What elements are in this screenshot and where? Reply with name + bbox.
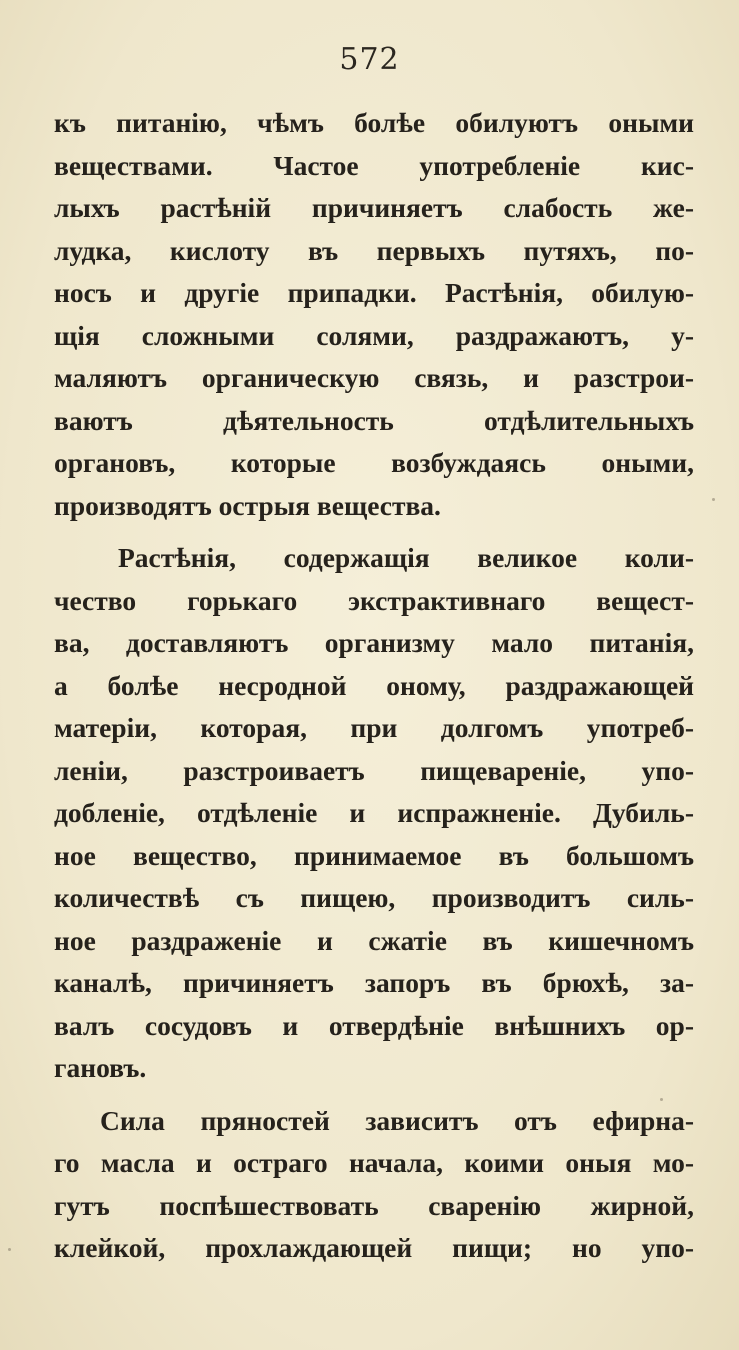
text-line: лудка, кислоту въ первыхъ путяхъ, по-: [54, 234, 694, 266]
text-line: щія сложными солями, раздражаютъ, у-: [54, 319, 694, 351]
text-line: клейкой, прохлаждающей пищи; но упо-: [54, 1232, 694, 1263]
text-line: ное вещество, принимаемое въ большомъ: [54, 839, 694, 871]
text-line: ваютъ дѣятельность отдѣлительныхъ: [54, 404, 694, 436]
text-line: къ питанію, чѣмъ болѣе обилуютъ оными: [54, 107, 694, 138]
text-line: носъ и другіе припадки. Растѣнія, обилую-: [54, 277, 694, 308]
text-line: гановъ.: [54, 1052, 147, 1083]
text-line: леніи, разстроиваетъ пищевареніе, упо-: [54, 754, 694, 786]
paragraph-3: [54, 1100, 694, 1270]
text-line: чество горькаго экстрактивнаго вещест-: [54, 584, 694, 616]
text-line: валъ сосудовъ и отвердѣніе внѣшнихъ ор-: [54, 1009, 694, 1041]
paper-speck: [8, 1248, 11, 1251]
text-line: добленіе, отдѣленіе и испражненіе. Дубиль-: [54, 797, 694, 828]
text-line: го масла и остраго начала, коими оныя мо-: [54, 1147, 694, 1178]
page-body: [54, 102, 694, 1270]
text-line: а болѣе несродной оному, раздражающей: [54, 669, 694, 701]
text-line: производятъ острыя вещества.: [54, 489, 441, 521]
paragraph-1: [54, 102, 694, 527]
text-line: ва, доставляютъ организму мало питанія,: [54, 627, 694, 658]
text-line: матеріи, которая, при долгомъ употреб-: [54, 712, 694, 743]
page-number: 572: [339, 42, 400, 77]
paragraph-2: [54, 537, 694, 1090]
text-line: лыхъ растѣній причиняетъ слабость же-: [54, 192, 694, 223]
text-line: ное раздраженіе и сжатіе въ кишечномъ: [54, 924, 694, 956]
paper-speck: [660, 1098, 663, 1101]
text-line: Сила пряностей зависитъ отъ ефирна-: [100, 1104, 694, 1136]
text-line: Растѣнія, содержащія великое коли-: [118, 542, 694, 573]
text-line: маляютъ органическую связь, и разстрои-: [54, 362, 694, 393]
text-line: гутъ поспѣшествовать сваренію жирной,: [54, 1189, 694, 1221]
text-line: веществами. Частое употребленіе кис-: [54, 149, 694, 181]
text-line: количествѣ съ пищею, производитъ силь-: [54, 882, 694, 913]
text-line: органовъ, которые возбуждаясь оными,: [54, 447, 694, 478]
paper-speck: [712, 498, 715, 501]
text-line: каналѣ, причиняетъ запоръ въ брюхѣ, за-: [54, 967, 694, 998]
